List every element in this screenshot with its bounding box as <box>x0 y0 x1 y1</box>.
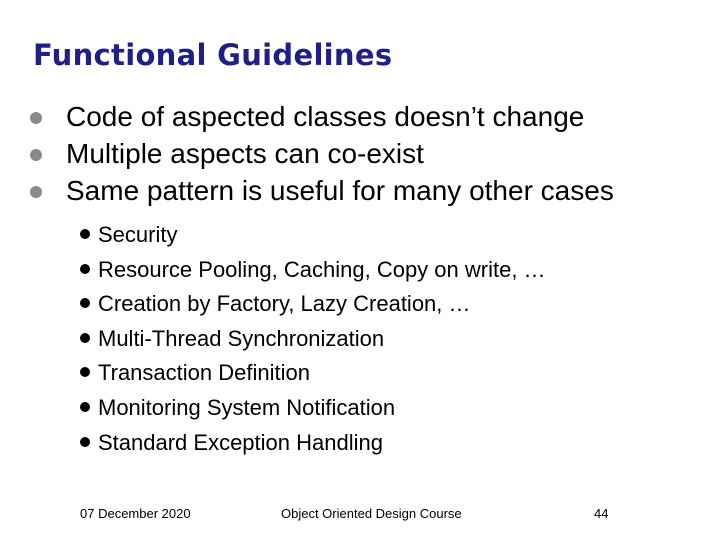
sub-bullet-text: Monitoring System Notification <box>98 394 396 420</box>
sub-bullet-text: Transaction Definition <box>98 360 310 386</box>
main-bullet-text: Multiple aspects can co-exist <box>66 138 424 169</box>
sub-bullet-text: Multi-Thread Synchronization <box>98 325 385 351</box>
footer-course-name: Object Oriented Design Course <box>281 506 462 521</box>
sub-bullet-dot-icon <box>80 367 90 377</box>
sub-bullet-dot-icon <box>80 437 90 447</box>
sub-bullet-text: Standard Exception Handling <box>98 429 383 455</box>
main-bullet-text: Code of aspected classes doesn’t change <box>66 101 585 132</box>
sub-bullet-dot-icon <box>80 229 90 239</box>
bullet-dot-icon <box>30 112 42 124</box>
sub-bullet-dot-icon <box>80 264 90 274</box>
slide-title: Functional Guidelines <box>33 38 393 72</box>
sub-bullet-text: Resource Pooling, Caching, Copy on write, … <box>98 256 546 282</box>
sub-bullet-dot-icon <box>80 402 90 412</box>
footer-date: 07 December 2020 <box>80 506 191 521</box>
page-number: 44 <box>594 506 609 521</box>
sub-bullet-dot-icon <box>80 298 90 308</box>
sub-bullet-text: Creation by Factory, Lazy Creation, … <box>98 291 471 317</box>
bullet-dot-icon <box>30 149 42 161</box>
bullet-dot-icon <box>30 186 42 198</box>
sub-bullet-text: Security <box>98 222 178 247</box>
main-bullet-text: Same pattern is useful for many other cases <box>66 175 614 206</box>
sub-bullet-dot-icon <box>80 333 90 343</box>
